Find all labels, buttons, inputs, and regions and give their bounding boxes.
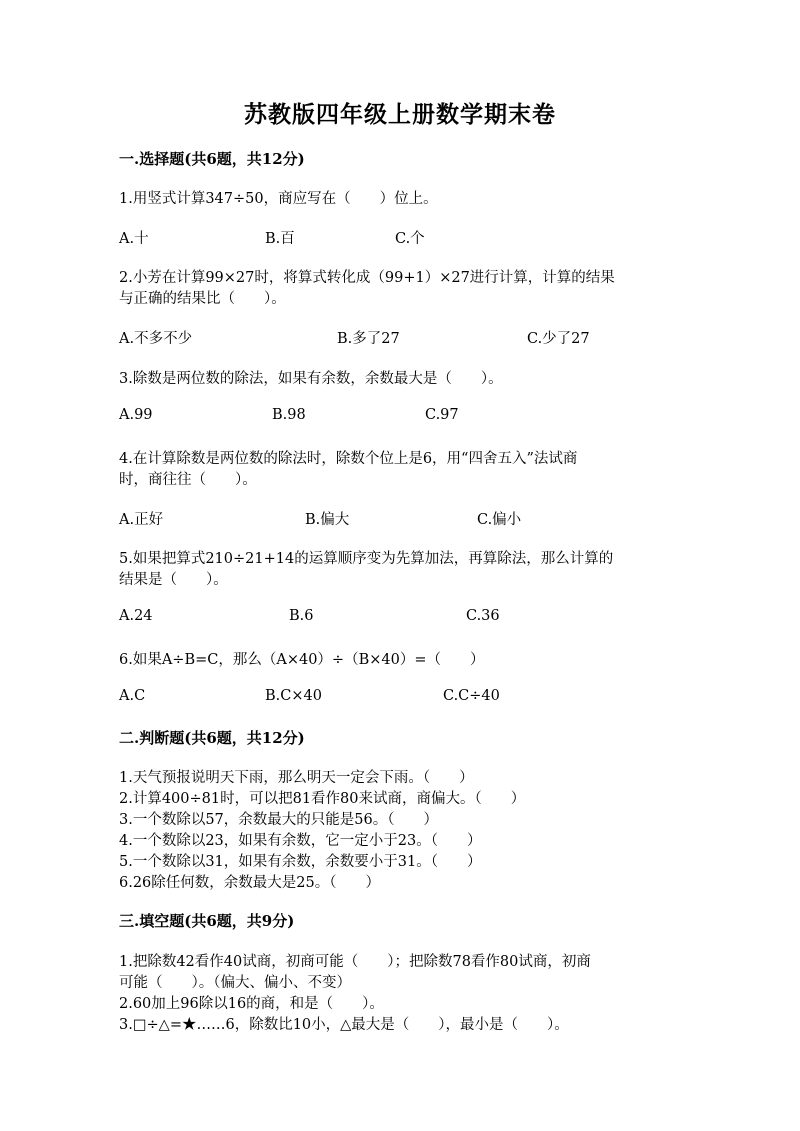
question-2-line-2: 与正确的结果比（ ）。 [119, 291, 286, 307]
q5-option-a: A.24 [119, 608, 153, 624]
q6-option-c: C.C÷40 [443, 688, 500, 704]
question-3: 3.除数是两位数的除法，如果有余数，余数最大是（ ）。 [119, 371, 503, 387]
q3-option-c: C.97 [425, 407, 459, 423]
q2-option-c: C.少了27 [527, 331, 590, 347]
q5-option-c: C.36 [466, 608, 500, 624]
judgement-item-3: 3.一个数除以57，余数最大的只能是56。（ ） [119, 812, 438, 828]
judgement-item-4: 4.一个数除以23，如果有余数，它一定小于23。（ ） [119, 833, 482, 849]
question-6: 6.如果A÷B=C，那么（A×40）÷（B×40）=（ ） [119, 652, 485, 668]
section-heading-judgement: 二.判断题(共6题，共12分) [119, 729, 305, 747]
q1-option-c: C.个 [395, 231, 425, 247]
judgement-item-5: 5.一个数除以31，如果有余数，余数要小于31。（ ） [119, 854, 482, 870]
question-4-line-1: 4.在计算除数是两位数的除法时，除数个位上是6，用“四舍五入”法试商 [119, 451, 578, 467]
exam-title: 苏教版四年级上册数学期末卷 [244, 101, 556, 128]
q1-option-a: A.十 [119, 231, 149, 247]
fill-item-1-line-1: 1.把除数42看作40试商，初商可能（ ）；把除数78看作80试商，初商 [119, 954, 591, 970]
q2-option-b: B.多了27 [337, 331, 400, 347]
question-5-line-1: 5.如果把算式210÷21+14的运算顺序变为先算加法，再算除法，那么计算的 [119, 551, 614, 567]
question-4-line-2: 时，商往往（ ）。 [119, 472, 257, 488]
judgement-item-2: 2.计算400÷81时，可以把81看作80来试商，商偏大。（ ） [119, 791, 526, 807]
fill-item-2: 2.60加上96除以16的商，和是（ ）。 [119, 996, 384, 1012]
section-heading-choice: 一.选择题(共6题，共12分) [119, 150, 305, 168]
question-5-line-2: 结果是（ ）。 [119, 572, 228, 588]
q4-option-a: A.正好 [119, 512, 164, 528]
q6-option-b: B.C×40 [265, 688, 322, 704]
judgement-item-1: 1.天气预报说明天下雨，那么明天一定会下雨。（ ） [119, 770, 474, 786]
section-heading-fill-blank: 三.填空题(共6题，共9分) [119, 912, 295, 930]
question-2-line-1: 2.小芳在计算99×27时，将算式转化成（99+1）×27进行计算，计算的结果 [119, 270, 615, 286]
q1-option-b: B.百 [265, 231, 295, 247]
q4-option-c: C.偏小 [477, 512, 522, 528]
fill-item-3: 3.□÷△=★……6，除数比10小，△最大是（ ），最小是（ ）。 [119, 1017, 569, 1033]
q3-option-a: A.99 [119, 407, 153, 423]
q2-option-a: A.不多不少 [119, 331, 193, 347]
q5-option-b: B.6 [289, 608, 314, 624]
fill-item-1-line-2: 可能（ ）。（偏大、偏小、不变） [119, 975, 351, 991]
question-1: 1.用竖式计算347÷50，商应写在（ ）位上。 [119, 191, 438, 207]
q6-option-a: A.C [119, 688, 146, 704]
q3-option-b: B.98 [272, 407, 306, 423]
judgement-item-6: 6.26除任何数，余数最大是25。（ ） [119, 875, 380, 891]
q4-option-b: B.偏大 [305, 512, 350, 528]
